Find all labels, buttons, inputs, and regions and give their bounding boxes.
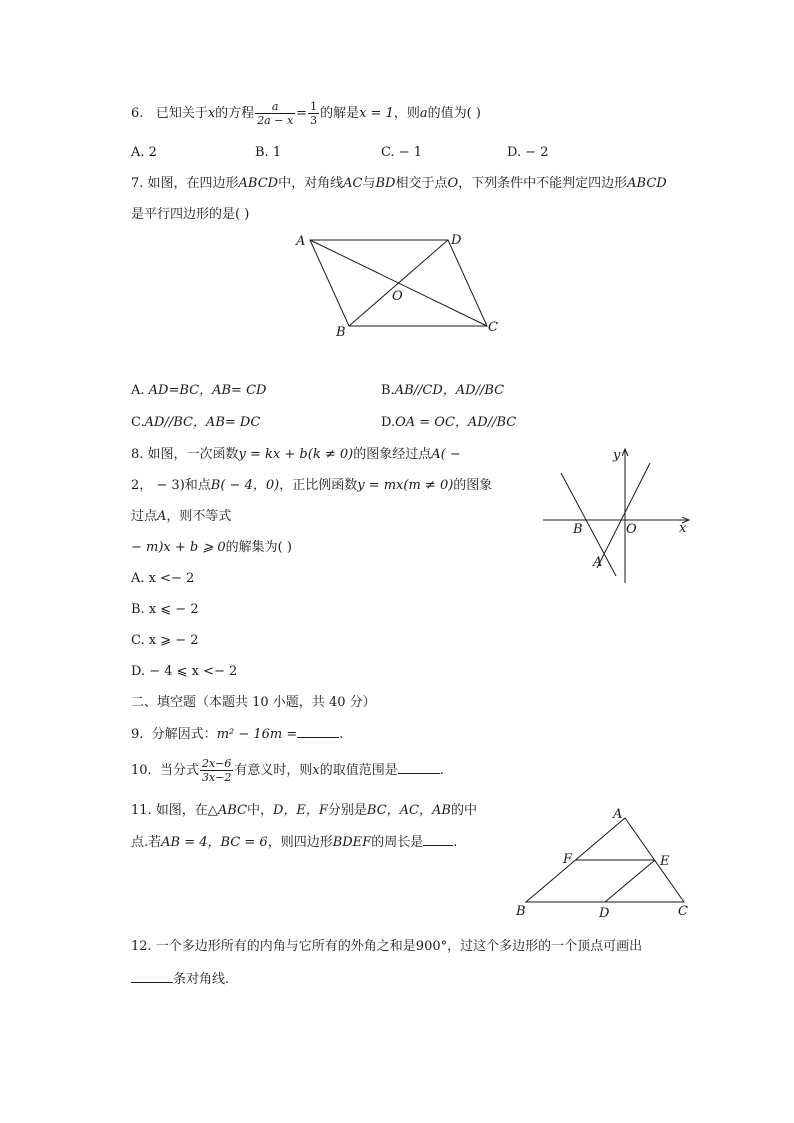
q10-fraction: $\frac{2x-6}{3x-2}$	[201, 757, 232, 784]
label-b: B	[336, 325, 346, 340]
q11-stem-line2: 点.若AB = 4，BC = 6，则四边形BDEF的周长是 .	[131, 835, 458, 850]
label-y-axis: y	[613, 448, 621, 463]
q8-stem-line4: − m)x + b ⩾ 0的解集为( )	[131, 540, 292, 555]
q9-stem: 9. 分解因式：m² − 16m = .	[131, 727, 344, 742]
q6-option-b[interactable]: B. 1	[255, 145, 282, 160]
q7-option-b[interactable]: B.AB//CD，AD//BC	[381, 383, 505, 398]
label-f: F	[563, 852, 573, 867]
q6-fraction-lhs: $\frac{a}{2a - x}$	[257, 100, 294, 127]
q6-fraction-rhs: $\frac{1}{3}$	[310, 100, 318, 127]
label-a: A	[296, 234, 306, 249]
label-a: A	[613, 807, 623, 822]
q8-option-d[interactable]: D. − 4 ⩽ x <− 2	[131, 664, 238, 679]
q10-stem: 10. 当分式 $\frac{2x-6}{3x-2}$ 有意义时，则x的取值范围是 .	[131, 757, 444, 784]
q7-option-c[interactable]: C.AD//BC，AB= DC	[131, 415, 261, 430]
q6-option-c[interactable]: C. − 1	[381, 145, 423, 160]
label-o: O	[392, 289, 403, 304]
label-point-a: A	[593, 555, 603, 570]
q7-stem-line2: 是平行四边形的是( )	[131, 207, 250, 222]
q8-option-b[interactable]: B. x ⩽ − 2	[131, 602, 199, 617]
section-2-title: 二、填空题（本题共 10 小题，共 40 分）	[131, 695, 376, 710]
q7-option-d[interactable]: D.OA = OC，AD//BC	[381, 415, 517, 430]
q8-stem-line3: 过点A，则不等式	[131, 509, 232, 524]
q12-stem-line1: 12. 一个多边形所有的内角与它所有的外角之和是900°，过这个多边形的一个顶点可画出	[131, 939, 643, 954]
q6-stem: 6. 已知关于x的方程 $\frac{a}{2a - x}$ = $\frac{1}{3}$ 的解是x = 1，则a的值为( )	[131, 100, 481, 127]
q7-stem-line1: 7. 如图，在四边形ABCD中，对角线AC与BD相交于点O，下列条件中不能判定四边形ABCD	[131, 176, 667, 191]
q7-option-a[interactable]: A. AD=BC，AB= CD	[131, 383, 267, 398]
q8-option-a[interactable]: A. x <− 2	[131, 571, 195, 586]
q11-stem-line1: 11. 如图，在△ABC中，D，E，F分别是BC，AC，AB的中	[131, 803, 477, 818]
label-c: C	[678, 904, 688, 919]
q8-stem-line2: 2， − 3)和点B( − 4，0)，正比例函数y = mx(m ≠ 0)的图象	[131, 478, 493, 493]
label-d: D	[451, 233, 462, 248]
label-c: C	[488, 320, 498, 335]
q6-option-a[interactable]: A. 2	[131, 145, 157, 160]
q12-answer-blank[interactable]	[131, 970, 173, 983]
q8-stem-line1: 8. 如图，一次函数y = kx + b(k ≠ 0)的图象经过点A( −	[131, 447, 461, 462]
label-b: B	[516, 904, 526, 919]
label-e: E	[660, 854, 670, 869]
label-d: D	[599, 906, 610, 921]
label-point-b: B	[573, 522, 583, 537]
segment-ed	[605, 860, 655, 902]
q12-stem-line2: 条对角线.	[131, 970, 229, 989]
q6-option-d[interactable]: D. − 2	[507, 145, 549, 160]
label-x-axis: x	[679, 521, 687, 536]
q8-option-c[interactable]: C. x ⩾ − 2	[131, 633, 199, 648]
label-origin: O	[626, 522, 637, 537]
